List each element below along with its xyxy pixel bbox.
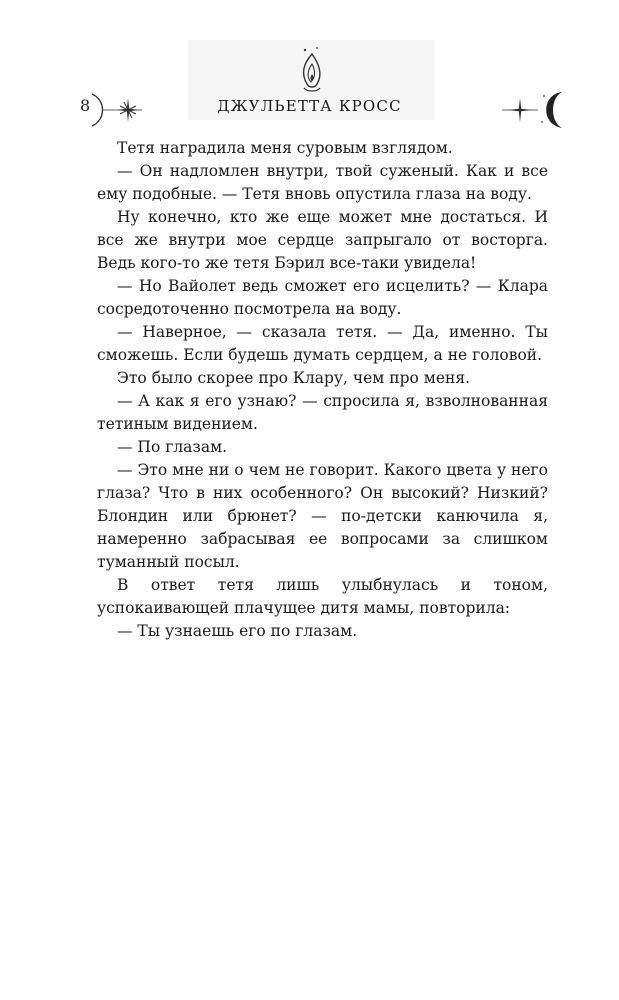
paragraph: Это было скорее про Клару, чем про меня.: [117, 369, 471, 387]
paragraph: — Ты узнаешь его по глазам.: [117, 622, 358, 640]
paragraph: Тетя наградила меня суровым взглядом.: [117, 139, 453, 157]
paragraph: — По глазам.: [117, 438, 228, 456]
paragraph: Ну конечно, кто же еще может мне достаться. И все же внутри мое сердце запрыгало от восторга. Ведь кого-то же тетя Бэрил все-таки увидела!: [97, 208, 548, 272]
running-head-author: ДЖУЛЬЕТТА КРОСС: [217, 97, 402, 115]
paragraph: В ответ тетя лишь улыбнулась и тоном, успокаивающей плачущее дитя мамы, повторила:: [97, 576, 548, 617]
paragraph: — Но Вайолет ведь сможет его исцелить? — Клара сосредоточенно посмотрела на воду.: [97, 277, 548, 318]
body-text: [97, 137, 548, 643]
paragraph: — Наверное, — сказала тетя. — Да, именно. Ты сможешь. Если будешь думать сердцем, а не головой.: [97, 323, 548, 364]
paragraph: — Это мне ни о чем не говорит. Какого цвета у него глаза? Что в них особенного? Он высокий? Низкий? Блондин или брюнет? — по-детски канючила я, намеренно забрасывая ее вопросами за слишком туманный посыл.: [97, 461, 548, 571]
right-moon-star-ornament-icon: [498, 88, 570, 132]
page-header: [0, 88, 619, 128]
paragraph: — Он надломлен внутри, твой суженый. Как и все ему подобные. — Тетя вновь опустила глаза на воду.: [97, 162, 548, 203]
page-number: 8: [80, 96, 91, 115]
paragraph: — А как я его узнаю? — спросила я, взволнованная тетиным видением.: [97, 392, 548, 433]
